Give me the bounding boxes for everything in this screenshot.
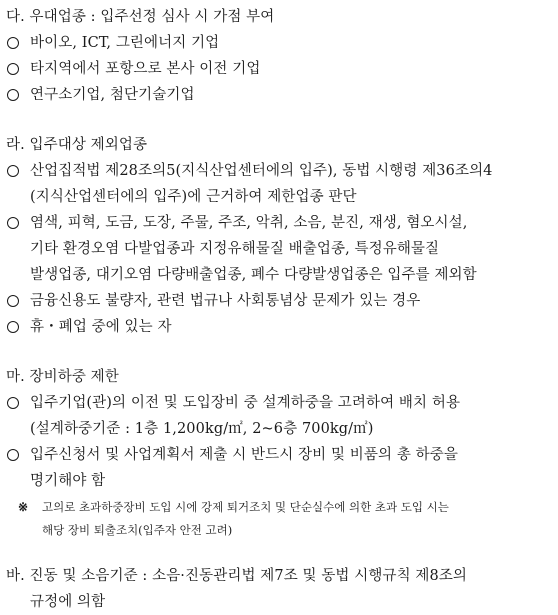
list-item: 입주신청서 및 사업계획서 제출 시 반드시 장비 및 비품의 총 하중을: [30, 447, 458, 463]
list-item: 금융신용도 불량자, 관련 법규나 사회통념상 문제가 있는 경우: [30, 293, 421, 309]
circle-bullet-icon: [7, 295, 19, 307]
list-item: 산업집적법 제28조의5(지식산업센터에의 입주), 동법 시행령 제36조의4: [30, 163, 493, 179]
reference-mark-icon: ※: [18, 500, 29, 514]
list-item: 입주기업(관)의 이전 및 도입장비 중 설계하중을 고려하여 배치 허용: [30, 395, 461, 411]
section-ma-heading: 마. 장비하중 제한: [6, 369, 119, 385]
circle-bullet-icon: [7, 321, 19, 333]
list-item: 연구소기업, 첨단기술기업: [30, 87, 195, 103]
list-item: 타지역에서 포항으로 본사 이전 기업: [30, 61, 261, 77]
circle-bullet-icon: [7, 397, 19, 409]
section-ba-heading-continuation: 규정에 의함: [30, 594, 106, 610]
list-item-continuation: (지식산업센터에의 입주)에 근거하여 제한업종 판단: [30, 189, 357, 205]
list-item-continuation: (설계하중기준 : 1층 1,200kg/㎡, 2~6층 700kg/㎡): [30, 421, 374, 437]
list-item-continuation: 명기해야 함: [30, 473, 106, 489]
circle-bullet-icon: [7, 89, 19, 101]
section-da-heading: 다. 우대업종 : 입주선정 심사 시 가점 부여: [6, 9, 275, 25]
list-item-continuation: 발생업종, 대기오염 다량배출업종, 폐수 다량발생업종은 입주를 제외함: [30, 267, 477, 283]
section-ra-heading: 라. 입주대상 제외업종: [6, 137, 148, 153]
list-item: 염색, 피혁, 도금, 도장, 주물, 주조, 악취, 소음, 분진, 재생, 혐오시설,: [30, 215, 468, 231]
section-ba-heading: 바. 진동 및 소음기준 : 소음·진동관리법 제7조 및 동법 시행규칙 제8조의: [6, 568, 468, 584]
circle-bullet-icon: [7, 449, 19, 461]
list-item-continuation: 기타 환경오염 다발업종과 지정유해물질 배출업종, 특정유해물질: [30, 241, 440, 257]
circle-bullet-icon: [7, 63, 19, 75]
circle-bullet-icon: [7, 37, 19, 49]
note-text-continuation: 해당 장비 퇴출조치(입주자 안전 고려): [42, 523, 233, 537]
list-item: 휴・폐업 중에 있는 자: [30, 319, 172, 335]
circle-bullet-icon: [7, 165, 19, 177]
list-item: 바이오, ICT, 그린에너지 기업: [30, 35, 220, 51]
note-text: 고의로 초과하중장비 도입 시에 강제 퇴거조치 및 단순실수에 의한 초과 도입 시는: [42, 500, 449, 514]
circle-bullet-icon: [7, 217, 19, 229]
